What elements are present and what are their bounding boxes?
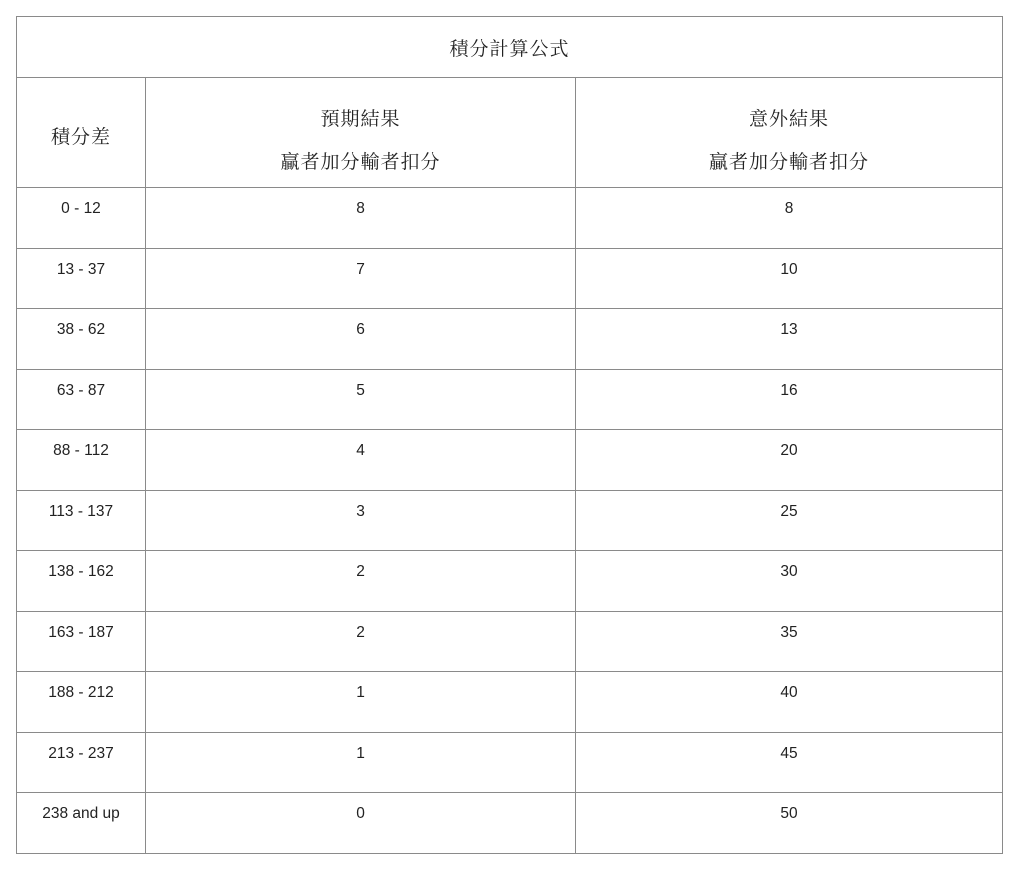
cell-range-value: 163 - 187 xyxy=(48,623,114,641)
cell-upset-value: 25 xyxy=(780,502,798,520)
cell-range-value: 63 - 87 xyxy=(56,381,106,399)
cell-range xyxy=(17,732,146,793)
cell-range-value: 0 - 12 xyxy=(61,200,101,217)
table-row xyxy=(17,248,1003,309)
cell-expected-value: 3 xyxy=(356,502,365,520)
cell-upset-value: 20 xyxy=(780,442,798,459)
cell-expected xyxy=(146,611,576,672)
cell-expected-value: 5 xyxy=(356,381,365,399)
cell-upset xyxy=(576,188,1003,249)
cell-expected xyxy=(146,793,576,854)
cell-range-value: 113 - 137 xyxy=(48,502,114,520)
cell-expected-value: 0 xyxy=(356,805,365,822)
cell-range xyxy=(17,188,146,249)
cell-expected-value: 6 xyxy=(356,321,365,338)
cell-upset-value: 13 xyxy=(780,321,798,338)
cell-range-value: 188 - 212 xyxy=(48,684,114,701)
cell-upset xyxy=(576,248,1003,309)
table-row xyxy=(17,430,1003,491)
cell-expected xyxy=(146,309,576,370)
cell-expected-value: 1 xyxy=(356,744,365,762)
cell-range-value: 138 - 162 xyxy=(48,563,114,580)
header-expected-subtitle: 贏者加分輸者扣分 xyxy=(280,151,441,173)
cell-upset xyxy=(576,551,1003,612)
cell-expected xyxy=(146,732,576,793)
title-row xyxy=(17,17,1003,78)
table-body xyxy=(17,188,1003,854)
cell-range xyxy=(17,611,146,672)
cell-range-value: 13 - 37 xyxy=(56,260,106,278)
cell-upset xyxy=(576,430,1003,491)
cell-expected-value: 7 xyxy=(356,260,365,278)
table-row xyxy=(17,793,1003,854)
cell-upset-value: 45 xyxy=(780,744,798,762)
cell-upset xyxy=(576,793,1003,854)
table-row xyxy=(17,490,1003,551)
cell-range xyxy=(17,793,146,854)
header-upset-subtitle: 贏者加分輸者扣分 xyxy=(709,151,870,173)
cell-range xyxy=(17,309,146,370)
header-upset-title: 意外結果 xyxy=(749,108,830,130)
table-row xyxy=(17,611,1003,672)
cell-expected xyxy=(146,248,576,309)
cell-upset xyxy=(576,672,1003,733)
cell-range xyxy=(17,490,146,551)
cell-upset-value: 40 xyxy=(780,684,798,701)
cell-expected xyxy=(146,188,576,249)
cell-expected-value: 4 xyxy=(356,442,365,459)
cell-expected-value: 2 xyxy=(356,563,365,580)
header-upset xyxy=(576,78,1003,188)
table-row xyxy=(17,672,1003,733)
cell-expected-value: 1 xyxy=(356,684,365,701)
header-diff xyxy=(17,78,146,188)
cell-upset-value: 35 xyxy=(780,623,798,641)
cell-upset xyxy=(576,309,1003,370)
cell-expected-value: 2 xyxy=(356,623,365,641)
cell-expected xyxy=(146,551,576,612)
cell-expected xyxy=(146,430,576,491)
cell-upset xyxy=(576,732,1003,793)
cell-range-value: 238 and up xyxy=(42,805,120,822)
cell-expected xyxy=(146,369,576,430)
cell-upset-value: 30 xyxy=(780,563,798,580)
table-title: 積分計算公式 xyxy=(17,17,1003,78)
header-expected xyxy=(146,78,576,188)
cell-range-value: 213 - 237 xyxy=(48,744,114,762)
cell-expected-value: 8 xyxy=(356,200,365,217)
cell-upset-value: 8 xyxy=(784,200,794,217)
cell-range xyxy=(17,672,146,733)
cell-upset xyxy=(576,369,1003,430)
table-row xyxy=(17,732,1003,793)
header-expected-title: 預期結果 xyxy=(320,108,401,130)
cell-upset xyxy=(576,490,1003,551)
cell-upset-value: 10 xyxy=(780,260,798,278)
cell-range-value: 88 - 112 xyxy=(53,442,109,459)
cell-range xyxy=(17,551,146,612)
cell-range-value: 38 - 62 xyxy=(56,321,106,338)
table-row xyxy=(17,551,1003,612)
points-table xyxy=(16,16,1003,854)
cell-upset-value: 50 xyxy=(780,805,798,822)
header-diff-label: 積分差 xyxy=(50,126,111,148)
cell-range xyxy=(17,430,146,491)
table-row xyxy=(17,309,1003,370)
header-row xyxy=(17,78,1003,188)
cell-range xyxy=(17,248,146,309)
table-row xyxy=(17,369,1003,430)
cell-expected xyxy=(146,490,576,551)
cell-upset xyxy=(576,611,1003,672)
cell-range xyxy=(17,369,146,430)
table-row xyxy=(17,188,1003,249)
cell-expected xyxy=(146,672,576,733)
cell-upset-value: 16 xyxy=(780,381,798,399)
